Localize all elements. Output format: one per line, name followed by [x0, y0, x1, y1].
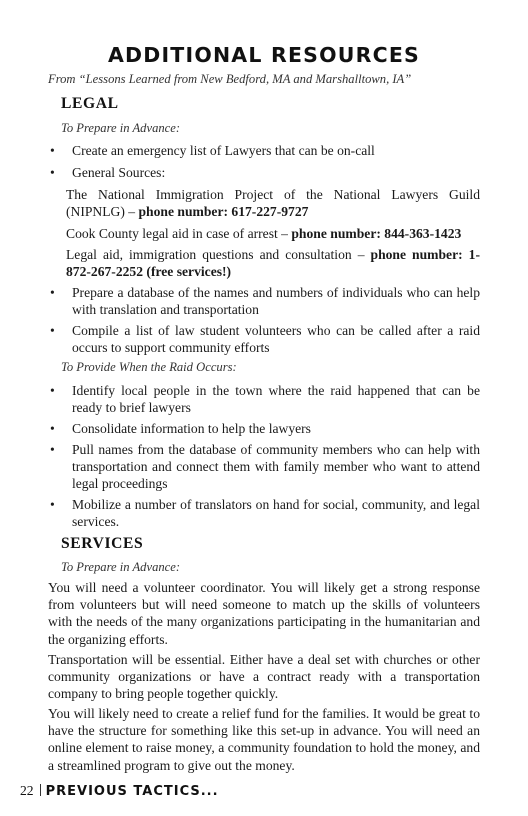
source-line: From “Lessons Learned from New Bedford, MA and Marshalltown, IA” — [48, 72, 412, 86]
list-item — [48, 382, 480, 416]
bullet-icon: • — [50, 497, 55, 512]
list-item-text: Consolidate information to help the lawyers — [72, 421, 311, 436]
paragraph: You will need a volunteer coordinator. You will likely get a strong response from volunteers but will need someone to match up the skills of volunteers with the needs of the many organizations participating in the humanitarian and the organizing efforts. — [48, 580, 480, 647]
page-footer — [20, 783, 219, 799]
bullet-icon: • — [50, 383, 55, 398]
list-item — [48, 441, 480, 493]
source-entry — [66, 246, 480, 280]
source-entry-text: The National Immigration Project of the National Lawyers Guild (NIPNLG) – — [66, 187, 480, 220]
services-advance-label: To Prepare in Advance: — [61, 560, 181, 574]
source-entry-phone: phone number: 844-363-1423 — [291, 226, 462, 241]
source-entry — [66, 225, 480, 242]
page-title: ADDITIONAL RESOURCES — [107, 43, 420, 67]
legal-during-label: To Provide When the Raid Occurs: — [61, 360, 237, 374]
source-entry-text: Cook County legal aid in case of arrest – — [66, 226, 292, 241]
list-item-text: Identify local people in the town where the raid happened that can be ready to brief lawyers — [72, 383, 480, 416]
list-item — [48, 284, 480, 318]
paragraph: You will likely need to create a relief fund for the families. It would be great to have the structure for something like this set-up in advance. You will need an online element to raise money, a community foundation to hold the money, and a streamlined program to give out the money. — [48, 706, 480, 773]
list-item-text: Create an emergency list of Lawyers that can be on-call — [72, 143, 375, 158]
list-item-text: Compile a list of law student volunteers who can be called after a raid occurs to support community efforts — [72, 323, 480, 356]
list-item — [48, 322, 480, 356]
paragraph: Transportation will be essential. Either have a deal set with churches or other community organizations or have a contract ready with a transportation company to bring people together quickly. — [48, 652, 480, 702]
bullet-icon: • — [50, 421, 55, 436]
services-heading: SERVICES — [61, 535, 144, 552]
source-entry — [66, 186, 480, 220]
source-entry-phone: phone number: 1-872-267-2252 (free services!) — [66, 247, 480, 280]
bullet-icon: • — [50, 285, 55, 300]
page-number: 22 — [20, 783, 34, 798]
footer-section-label: PREVIOUS TACTICS... — [45, 784, 219, 799]
bullet-icon: • — [50, 442, 55, 457]
legal-heading: LEGAL — [61, 95, 119, 112]
list-item-text: Mobilize a number of translators on hand for social, community, and legal services. — [72, 497, 480, 530]
bullet-icon: • — [50, 165, 55, 180]
list-item-text: General Sources: — [72, 165, 166, 180]
list-item — [48, 420, 480, 437]
bullet-icon: • — [50, 143, 55, 158]
list-item — [48, 164, 480, 181]
source-entry-text: Legal aid, immigration questions and consultation – — [66, 247, 371, 262]
list-item-text: Prepare a database of the names and numbers of individuals who can help with translation and transportation — [72, 285, 480, 318]
footer-divider — [40, 784, 41, 796]
list-item — [48, 142, 480, 159]
legal-advance-label: To Prepare in Advance: — [61, 121, 181, 135]
bullet-icon: • — [50, 323, 55, 338]
source-entry-phone: phone number: 617-227-9727 — [138, 204, 309, 220]
list-item-text: Pull names from the database of community members who can help with transportation and connect them with family member who want to attend legal proceedings — [72, 442, 480, 492]
list-item — [48, 496, 480, 530]
